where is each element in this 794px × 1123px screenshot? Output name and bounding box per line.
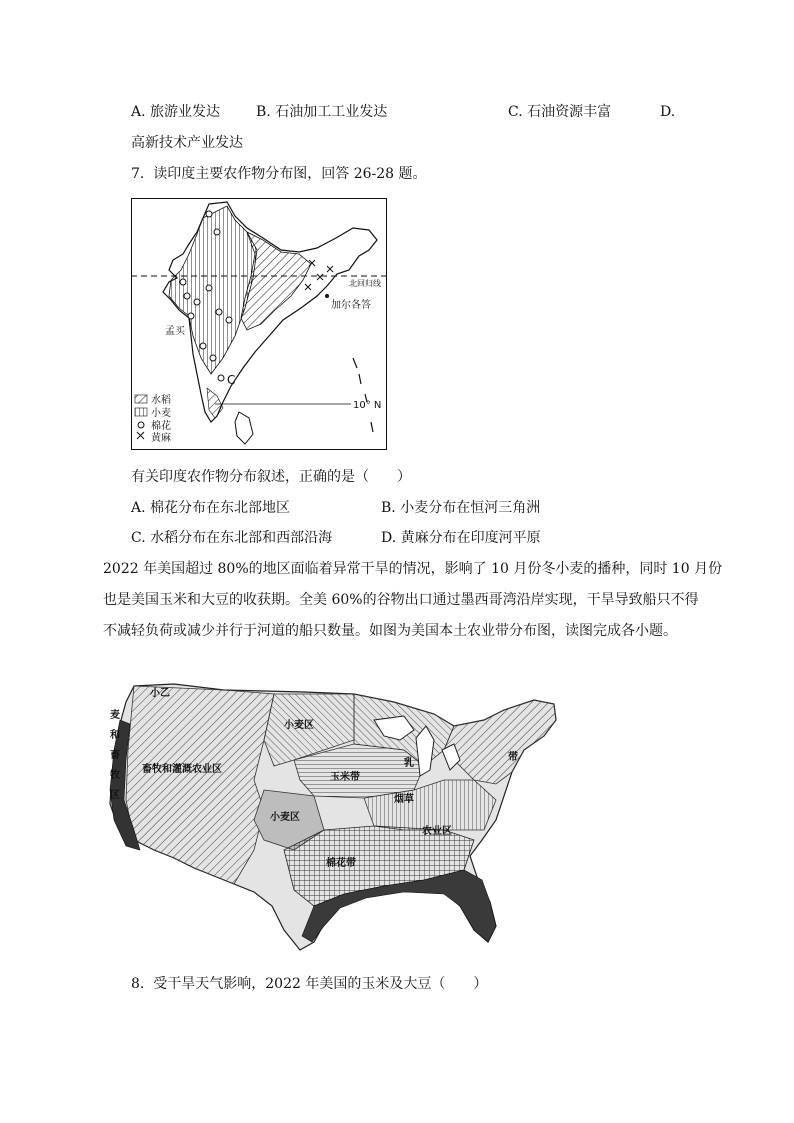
south-wheat-label: 小麦区: [270, 812, 300, 823]
q6-option-d: D.: [660, 104, 676, 120]
mixed-farming-label: 农业区: [422, 826, 452, 837]
q7-stem: 7. 读印度主要农作物分布图，回答 26-28 题。: [131, 166, 427, 182]
tropic-label: 北回归线: [349, 279, 381, 288]
west-coast-label-1: 小乙: [150, 688, 170, 699]
west-coast-label-5: 牧: [110, 770, 120, 781]
q6-option-c: C. 石油资源丰富: [508, 104, 612, 120]
kolkata-dot: [325, 294, 329, 298]
west-coast-label-3: 和: [110, 730, 120, 741]
mumbai-label: 孟买: [165, 326, 185, 337]
west-coast-label-2: 麦: [110, 710, 120, 721]
legend-rice-swatch: [135, 395, 147, 403]
passage-line-2: 也是美国玉米和大豆的收获期。全美 60%的谷物出口通过墨西哥湾沿岸实现，干旱导致船只不得: [103, 592, 699, 608]
kolkata-label: 加尔各答: [331, 300, 371, 311]
ranch-irrigation-region: [126, 686, 274, 884]
q7-question: 有关印度农作物分布叙述，正确的是（ ）: [131, 469, 411, 485]
q6-option-d-text: 高新技术产业发达: [131, 135, 243, 151]
q8-stem: 8. 受干旱天气影响，2022 年美国的玉米及大豆（ ）: [131, 976, 488, 992]
us-agriculture-map: [104, 680, 562, 960]
legend-wheat-label: 小麦: [151, 408, 171, 419]
legend-rice-label: 水稻: [151, 395, 171, 406]
west-coast-label-6: 区: [110, 790, 120, 801]
q7-option-a: A. 棉花分布在东北部地区: [131, 500, 291, 516]
passage-line-3: 不减轻负荷或减少并行于河道的船只数量。如图为美国本土农业带分布图，读图完成各小题。: [103, 623, 677, 639]
legend-jute-label: 黄麻: [151, 433, 171, 444]
passage-line-1: 2022 年美国超过 80%的地区面临着异常干旱的情况，影响了 10 月份冬小麦的播种，同时 10 月份: [103, 561, 723, 577]
q6-option-a: A. 旅游业发达: [131, 104, 221, 120]
legend-wheat-swatch: [135, 408, 147, 416]
point-c-label: C: [227, 373, 236, 387]
east-label: 带: [508, 752, 518, 763]
legend-cotton-label: 棉花: [151, 421, 171, 432]
q7-option-d: D. 黄麻分布在印度河平原: [381, 530, 541, 546]
corn-belt-label: 玉米带: [330, 772, 360, 783]
lat-10n-label: 10° N: [353, 400, 382, 411]
dairy-label: 乳: [404, 758, 414, 769]
q7-option-b: B. 小麦分布在恒河三角洲: [381, 500, 541, 516]
ranch-label: 畜牧和灌溉农业区: [142, 764, 222, 775]
q7-option-c: C. 水稻分布在东北部和西部沿海: [131, 530, 333, 546]
west-coast-label-4: 畜: [110, 750, 120, 761]
north-wheat-label: 小麦区: [284, 720, 314, 731]
q6-option-b: B. 石油加工工业发达: [256, 104, 388, 120]
cotton-belt-label: 棉花带: [326, 858, 356, 869]
tobacco-label: 烟草: [394, 794, 414, 805]
india-crop-map: [131, 198, 387, 450]
legend-cotton-swatch: [138, 422, 144, 428]
